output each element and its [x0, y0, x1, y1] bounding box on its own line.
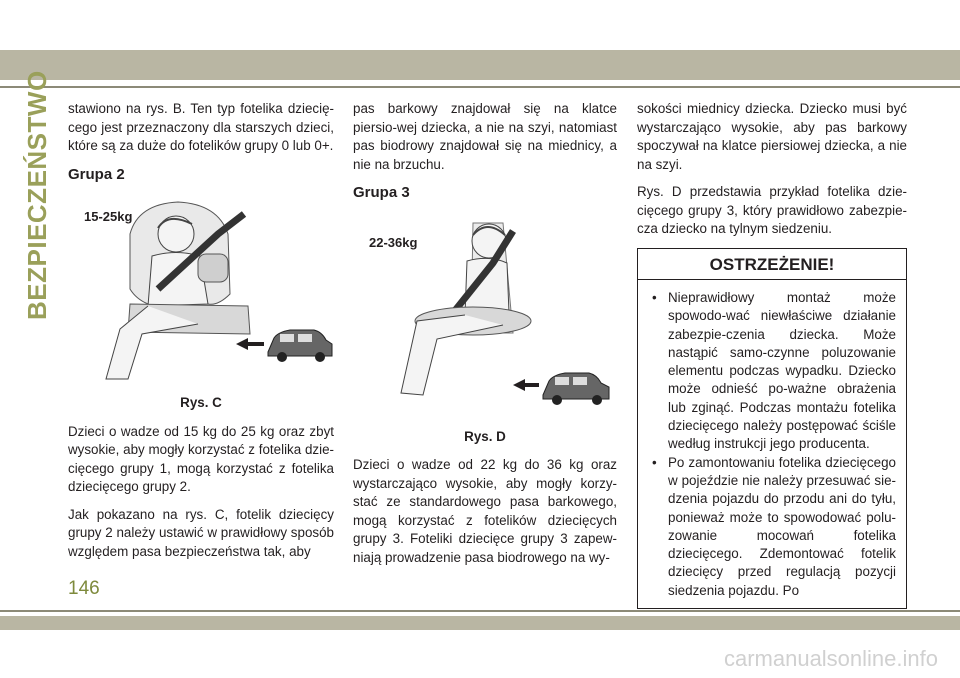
direction-arrow-icon — [513, 379, 539, 391]
booster-seat-illustration — [68, 194, 334, 394]
header-rule — [0, 86, 960, 88]
booster-cushion-illustration — [353, 213, 617, 413]
paragraph: stawiono na rys. B. Ten typ fotelika dziecię-cego jest przeznaczony dla starszych dzieci, które są za duże do fotelików grupy 0 lub 0+. — [68, 101, 334, 153]
footer-rule — [0, 610, 960, 612]
warning-box — [637, 248, 907, 610]
weight-label: 15-25kg — [84, 209, 133, 224]
figure-d-illustration — [353, 213, 617, 428]
section-side-label: BEZPIECZEŃSTWO — [22, 70, 52, 320]
column-3 — [637, 100, 907, 609]
page-number: 146 — [68, 578, 100, 599]
paragraph: Dzieci o wadze od 22 kg do 36 kg oraz wystarczająco wysokie, aby mogły korzy-stać ze standardowego pasa barkowego, mogą korzystać z fotelików dziecięcych grupy 3. Foteliki dziecięce grupy 3 zapew-niają prowadzenie pasa biodrowego na wy- — [353, 457, 617, 565]
column-2 — [353, 100, 617, 576]
paragraph: Jak pokazano na rys. C, fotelik dziecięcy grupy 2 należy ustawić w prawidłowy sposób względem pasa bezpieczeństwa tak, aby — [68, 506, 334, 559]
figure-c-illustration — [68, 194, 334, 394]
direction-arrow-icon — [236, 338, 264, 350]
header-band — [0, 50, 960, 80]
warning-item: • Po zamontowaniu fotelika dziecięcego w pojeździe nie należy przesuwać sie-dzenia pojazdu do przodu ani do tyłu, ponieważ może to spowodować polu-zowanie mocowań fotelika dziecięcego. Zdemontować fotelik dziecięcy przed regulacją pozycji siedzenia pojazdu. Po — [648, 454, 896, 600]
warning-item: • Nieprawidłowy montaż może spowodo-wać niewłaściwe działanie zabezpie-czenia dziecka. Może nastąpić samo-czynne poluzowanie elementu podczas wypadku. Dziecko może odnieść po-ważne obrażenia lub zginąć. Podczas montażu fotelika dziecięcego należy postępować ściśle według instrukcji jego producenta. — [648, 289, 896, 454]
section-heading: Grupa 3 — [353, 184, 410, 201]
column-1 — [68, 100, 334, 570]
paragraph: pas barkowy znajdował się na klatce piersio-wej dziecka, a nie na szyi, natomiast pas biodrowy znajdował się na miednicy, a nie na brzuchu. — [353, 101, 617, 172]
section-heading: Grupa 2 — [68, 165, 125, 183]
figure-caption: Rys. C — [180, 395, 222, 410]
warning-list — [638, 280, 906, 608]
paragraph: sokości miednicy dziecka. Dziecko musi być wystarczająco wysokie, aby pas barkowy spoczywał na klatce piersiowej dziecka, a nie na szyi. — [637, 101, 907, 172]
warning-title: OSTRZEŻENIE! — [638, 249, 906, 281]
figure-caption: Rys. D — [464, 428, 506, 444]
paragraph: Dzieci o wadze od 15 kg do 25 kg oraz zbyt wysokie, aby mogły korzystać z fotelika dzie-cięcego grupy 1, mogą korzystać z fotelika dziecięcego grupy 2. — [68, 423, 334, 494]
watermark-text: carmanualsonline.info — [723, 646, 938, 671]
footer-band — [0, 616, 960, 630]
paragraph: Rys. D przedstawia przykład fotelika dzie-cięcego grupy 3, który prawidłowo zabezpie-cza dziecko na tylnym siedzeniu. — [637, 184, 907, 236]
weight-label: 22-36kg — [369, 234, 418, 250]
car-icon — [543, 373, 609, 405]
car-icon — [268, 330, 332, 362]
